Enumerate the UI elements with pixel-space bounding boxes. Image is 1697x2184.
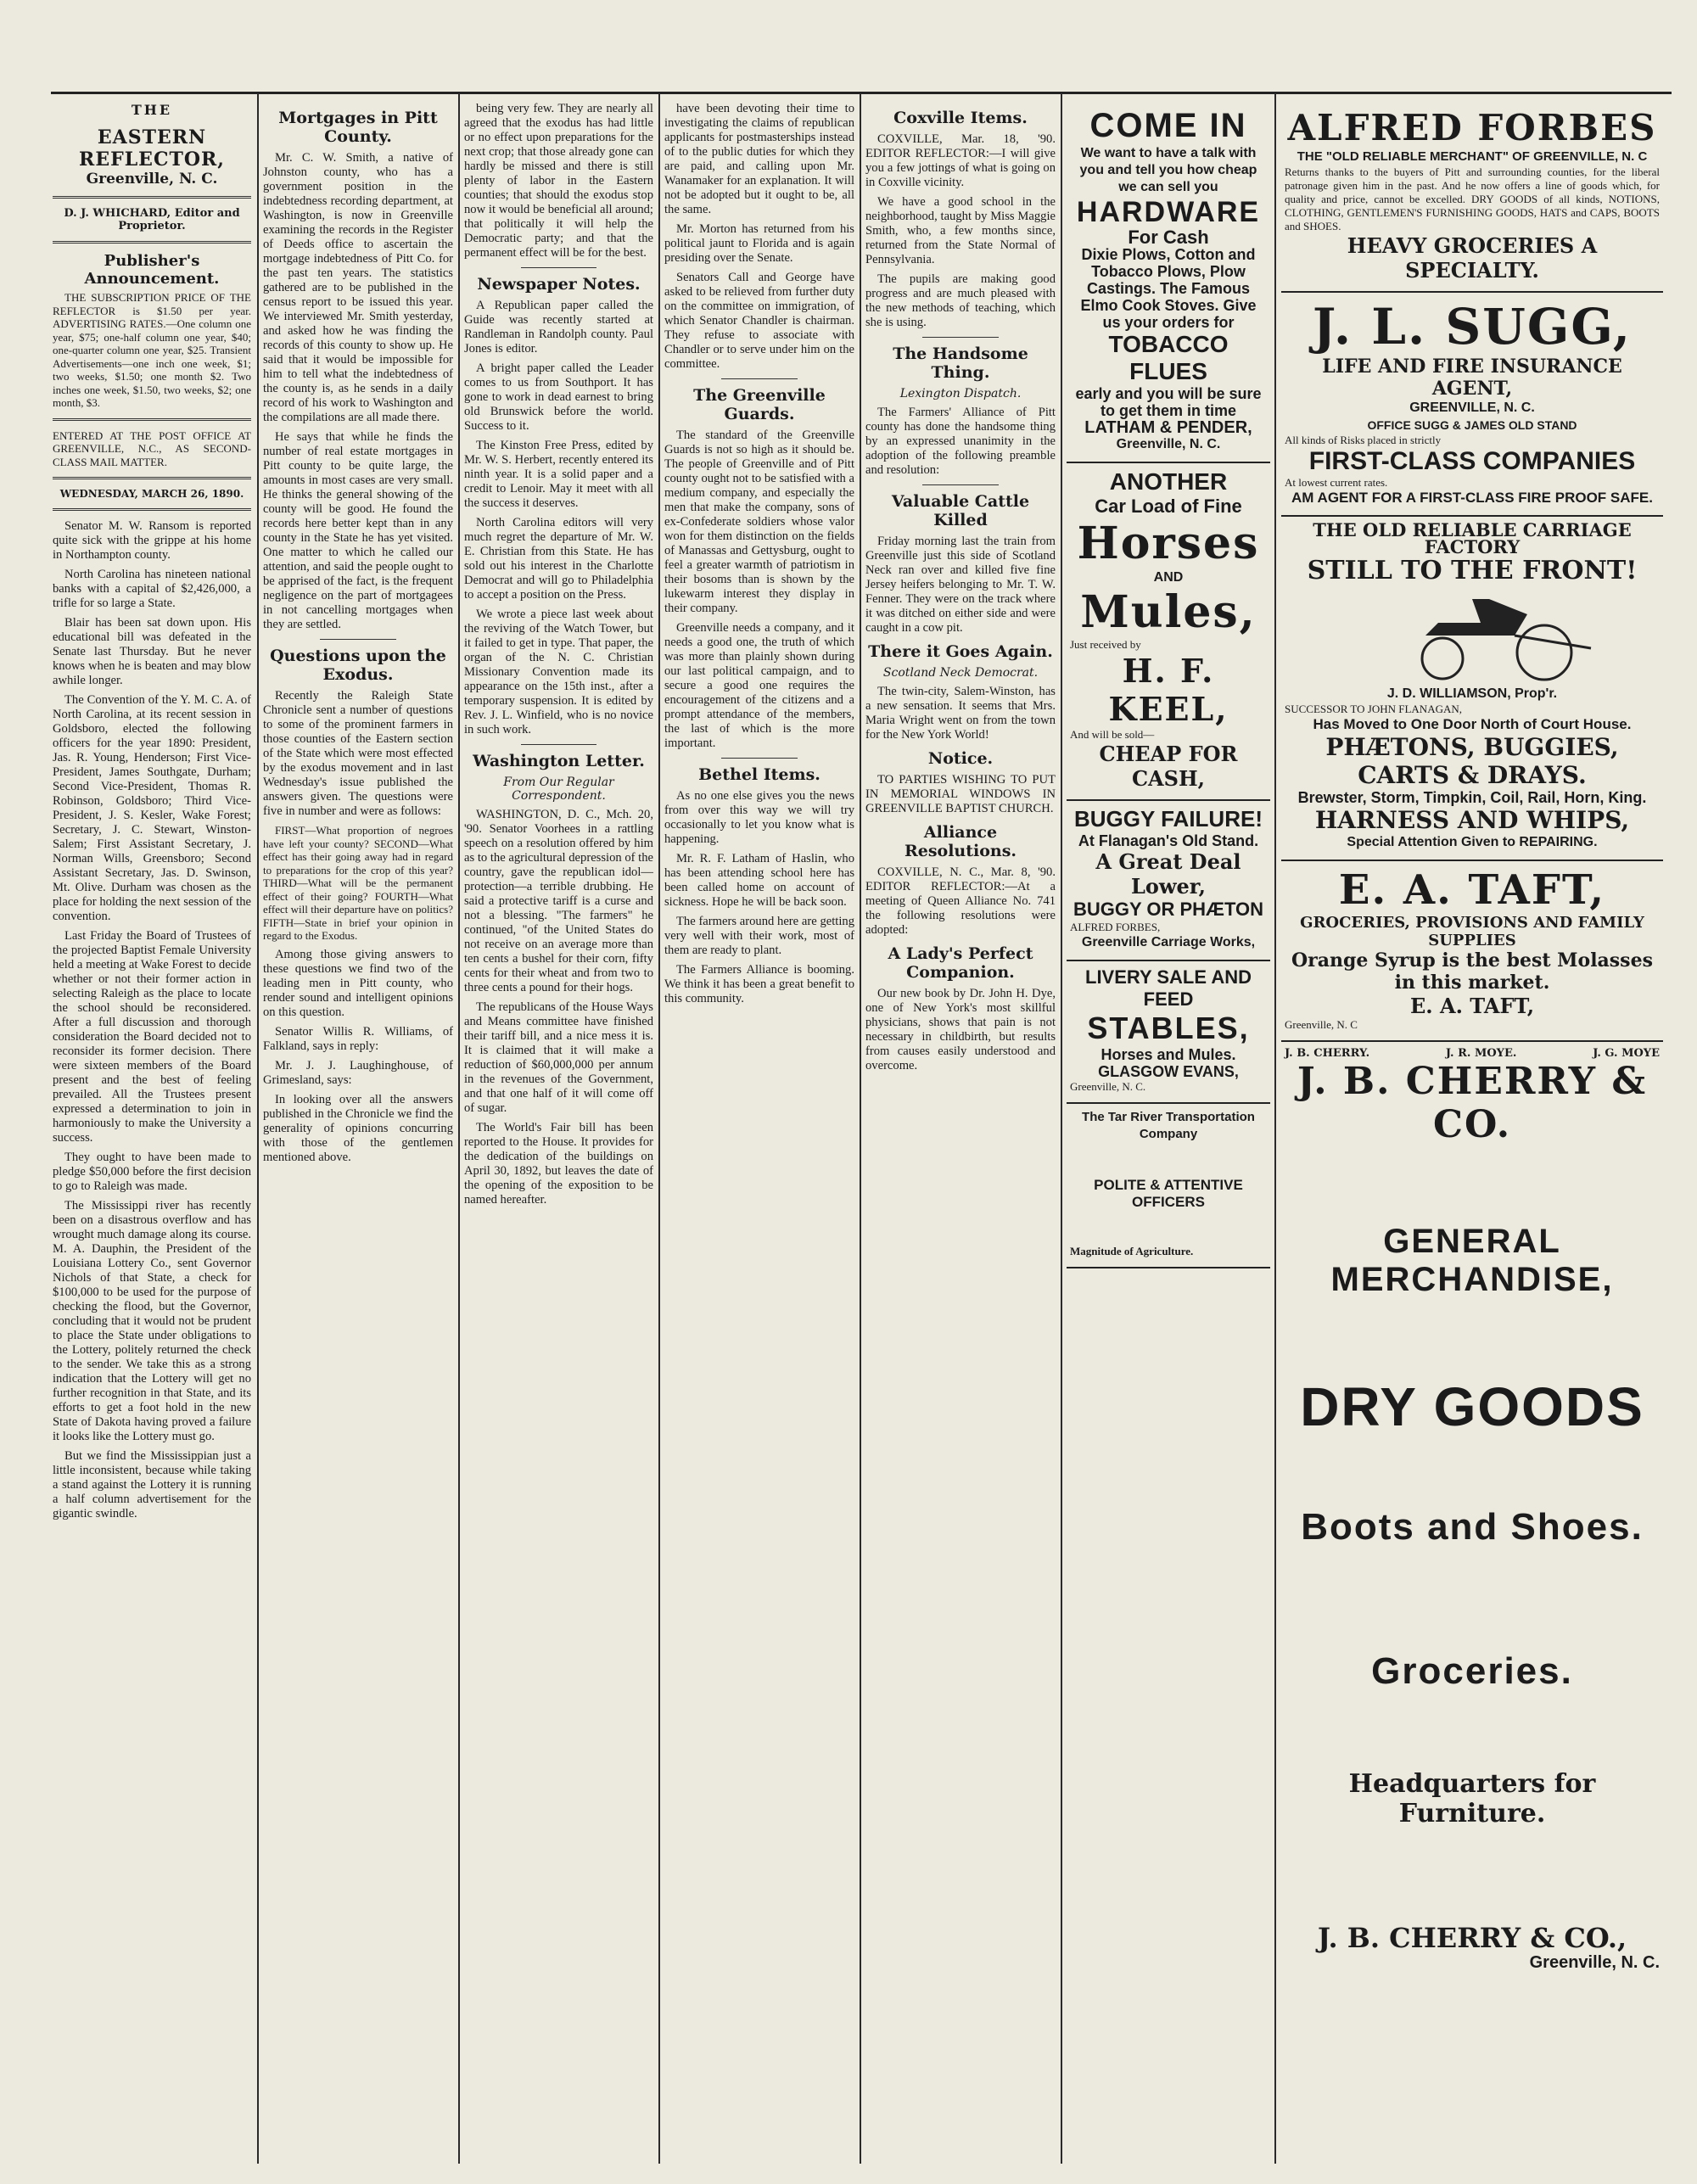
ad-subtitle: GROCERIES, PROVISIONS AND FAMILY SUPPLIES bbox=[1300, 914, 1644, 949]
article-paragraph: Mr. R. F. Latham of Haslin, who has been attending school here has been called home on account of sickness. Hope he will be back soon. bbox=[664, 852, 854, 909]
article-paragraph: We wrote a piece last week about the reviving of the Watch Tower, but it failed to get in type. That paper, the organ of the N. C. Christian Missionary Convention made its appearance on the 15th inst., after a temporary suspension. It is edited by Rev. J. L. Winfield, who is no novice in such work. bbox=[464, 608, 653, 736]
ad-title: POLITE & ATTENTIVE OFFICERS bbox=[1094, 1177, 1243, 1210]
headline: Bethel Items. bbox=[698, 765, 820, 784]
editor-line: D. J. WHICHARD, Editor and Proprietor. bbox=[64, 207, 240, 232]
ad-text: Orange Syrup is the best Molasses in this market. bbox=[1291, 949, 1653, 994]
headline: A Lady's Perfect Companion. bbox=[888, 944, 1033, 982]
article-paragraph: Mr. C. W. Smith, a native of Johnston county, who has a government position in the indebtedness recording department, at Washington, is now in Greenville examining the records in the Register of Deeds office to ascertain the mortgage indebtedness of Pitt Co. for the past ten years. The statistics gathered are to be published in the census report to be issued this year. We interviewed Mr. Smith yesterday, and asked how he was finding the records of this county to show up. He said that it would be impossible for him to tell what the indebtedness of the county is, as he sends in a daily record of his work to Washington and the compilations are all made there. bbox=[263, 151, 453, 424]
ad-text: At Flanagan's Old Stand. bbox=[1078, 832, 1259, 849]
partner-name: J. B. CHERRY. bbox=[1285, 1047, 1370, 1060]
separator bbox=[521, 267, 596, 268]
separator bbox=[53, 196, 251, 199]
masthead-title: EASTERN REFLECTOR, bbox=[79, 126, 225, 171]
headline: The Handsome Thing. bbox=[893, 344, 1028, 382]
article-paragraph: North Carolina editors will very much regret the departure of Mr. W. E. Christian from this State. He has sold out his interest in the Charlotte Democrat and will go to Philadelphia to accept a position on the Press. bbox=[464, 516, 653, 602]
ad-title: Groceries. bbox=[1371, 1650, 1573, 1692]
subheadline: From Our Regular Correspondent. bbox=[503, 776, 614, 803]
hardware-ad bbox=[1067, 102, 1270, 463]
ad-title: BUGGY FAILURE! bbox=[1074, 806, 1263, 832]
ad-subtitle: LIFE AND FIRE INSURANCE AGENT, bbox=[1322, 356, 1622, 400]
separator bbox=[922, 484, 999, 485]
masthead-the: THE bbox=[131, 102, 173, 118]
ad-text: SUCCESSOR TO JOHN FLANAGAN, bbox=[1285, 703, 1463, 715]
partner-name: J. R. MOYE. bbox=[1445, 1047, 1517, 1060]
ad-title: HARNESS AND WHIPS, bbox=[1314, 806, 1630, 834]
article-paragraph: But we find the Mississippian just a little inconsistent, because while taking a stand against the Lottery it is running a half column advertisement for the gigantic swindle. bbox=[53, 1449, 251, 1520]
ad-sign: LATHAM & PENDER, bbox=[1084, 418, 1252, 437]
ad-subtitle: THE "OLD RELIABLE MERCHANT" OF GREENVILLE, N. C bbox=[1297, 149, 1648, 164]
article-paragraph: Greenville needs a company, and it needs a good one, the truth of which was more than plainly shown during our last political campaign, and to secure a good one requires the encouragement of the citizens and a prompt attendance of the members, the last of which is the more important. bbox=[664, 621, 854, 750]
column-7-ads bbox=[1281, 102, 1663, 1980]
ad-title: TOBACCO FLUES bbox=[1108, 331, 1229, 384]
ad-sign: J. D. WILLIAMSON, Prop'r. bbox=[1386, 686, 1558, 701]
ad-text: We want to have a talk with you and tell you how cheap we can sell you bbox=[1079, 146, 1257, 194]
article-paragraph: The World's Fair bill has been reported to the House. It provides for the dedication of the buildings on April 30, 1892, but leaves the date of the opening of the exposition to be named hereafter. bbox=[464, 1121, 653, 1207]
subheadline: Lexington Dispatch. bbox=[899, 387, 1022, 400]
separator bbox=[53, 241, 251, 244]
article-paragraph: Friday morning last the train from Greenville just this side of Scotland Neck ran over and killed five fine Jersey heifers belonging to Mr. T. W. Fenner. They were on the track where it was ditched on either side and were caught in a cow pit. bbox=[865, 535, 1056, 635]
ad-text: Magnitude of Agriculture. bbox=[1070, 1245, 1194, 1257]
article-paragraph: A bright paper called the Leader comes to us from Southport. It has gone to work in dead earnest to bring old Brunswick before the world. Success to it. bbox=[464, 361, 653, 433]
ad-sign: H. F. KEEL, bbox=[1108, 652, 1229, 728]
ad-sign: GLASGOW EVANS, bbox=[1098, 1063, 1239, 1080]
ad-sign: E. A. TAFT, bbox=[1409, 994, 1535, 1018]
ad-place: Greenville, N. C. bbox=[1070, 1080, 1146, 1093]
column-divider bbox=[658, 93, 660, 2164]
separator bbox=[521, 744, 596, 745]
article-paragraph: North Carolina has nineteen national banks with a capital of $2,426,000, a trifle for so large a State. bbox=[53, 568, 251, 610]
article-paragraph: Mr. J. J. Laughinghouse, of Grimesland, says: bbox=[263, 1058, 453, 1087]
column-2 bbox=[263, 102, 453, 1170]
column-divider bbox=[1274, 93, 1276, 2164]
article-paragraph: In looking over all the answers published in the Chronicle we find the generality of opinions concurring with those of the gentlemen mentioned above. bbox=[263, 1092, 453, 1164]
ad-text: Horses and Mules. bbox=[1101, 1046, 1236, 1063]
article-paragraph: The twin-city, Salem-Winston, has a new sensation. It seems that Mrs. Maria Wright went on from the town for the New York World! bbox=[865, 685, 1056, 742]
article-paragraph: The Farmers Alliance is booming. We think it has been a great benefit to this community. bbox=[664, 963, 854, 1005]
ad-sign: J. B. CHERRY & CO., bbox=[1317, 1922, 1627, 1954]
separator bbox=[53, 418, 251, 421]
partner-name: J. G. MOYE bbox=[1593, 1047, 1660, 1060]
transport-ad bbox=[1067, 1104, 1270, 1268]
separator bbox=[922, 337, 999, 338]
separator bbox=[53, 508, 251, 511]
headline: The Greenville Guards. bbox=[693, 386, 826, 423]
partner-names bbox=[1285, 1047, 1660, 1060]
column-divider bbox=[458, 93, 460, 2164]
article-paragraph: The Farmers' Alliance of Pitt county has done the handsome thing by an expressed unanimity in the adoption of the following preamble and resolution: bbox=[865, 406, 1056, 477]
ad-text: AM AGENT FOR A FIRST-CLASS FIRE PROOF SAFE. bbox=[1291, 490, 1653, 506]
headline: Questions upon the Exodus. bbox=[270, 647, 446, 684]
ad-title: FIRST-CLASS COMPANIES bbox=[1308, 447, 1636, 475]
masthead-place: Greenville, N. C. bbox=[86, 171, 218, 188]
ad-title: DRY GOODS bbox=[1300, 1376, 1644, 1437]
ad-title: GENERAL MERCHANDISE, bbox=[1330, 1223, 1614, 1298]
ad-text: early and you will be sure to get them in time bbox=[1075, 385, 1262, 419]
column-3 bbox=[464, 102, 653, 1212]
ad-title: The Tar River Transportation Company bbox=[1082, 1110, 1255, 1141]
livery-ad bbox=[1067, 961, 1270, 1104]
separator bbox=[320, 639, 396, 640]
ad-text: Just received by bbox=[1070, 638, 1141, 651]
ad-title: LIVERY SALE AND FEED bbox=[1085, 966, 1252, 1010]
ad-text: All kinds of Risks placed in strictly bbox=[1285, 434, 1442, 446]
ad-title: COME IN bbox=[1089, 107, 1247, 144]
ad-title: HEAVY GROCERIES A SPECIALTY. bbox=[1347, 233, 1598, 283]
ad-text: Greenville Carriage Works, bbox=[1081, 935, 1256, 949]
ad-title: CHEAP FOR CASH, bbox=[1099, 742, 1238, 791]
column-1 bbox=[53, 102, 251, 1526]
ad-text: For Cash bbox=[1128, 227, 1209, 248]
article-paragraph: They ought to have been made to pledge $50,000 before the first decision to go to Raleigh was made. bbox=[53, 1151, 251, 1193]
column-6-ads bbox=[1067, 102, 1270, 1268]
article-paragraph: The Convention of the Y. M. C. A. of North Carolina, at its recent session in Goldsboro, elected the following officers for the year 1890: President, Jas. R. Young, Henderson; First Vice-President, James Southgate, Durham; Second Vice-President, Thomas R. Robinson, Goldsboro; Third Vice-President, J. S. Kesler, Wake Forest; Secretary, J. C. Stewart, Winston-Salem; First Assistant Secretary, J. Norman Wills, Greensboro; Second Assistant Secretary, Jas. D. Swinson, Mt. Olive. Durham was chosen as the place for holding the next session of the convention. bbox=[53, 693, 251, 923]
ad-text: At lowest current rates. bbox=[1285, 476, 1388, 489]
headline: Valuable Cattle Killed bbox=[891, 492, 1030, 529]
article-paragraph: Senators Call and George have asked to be relieved from further duty on the committee on immigration, of which Senator Chandler is chairman. They refuse to associate with Chandler or to serve under him on the committee. bbox=[664, 271, 854, 371]
article-paragraph: Our new book by Dr. John H. Dye, one of New York's most skillful physicians, shows that pain is not necessary in childbirth, but results from causes easily understood and overcome. bbox=[865, 987, 1056, 1072]
ad-place: Greenville, N. C bbox=[1285, 1018, 1358, 1031]
ad-title: A Great Deal Lower, bbox=[1095, 849, 1241, 899]
publisher-announcement-title: Publisher's Announcement. bbox=[84, 252, 220, 288]
sugg-ad bbox=[1281, 293, 1663, 517]
ad-text: Brewster, Storm, Timpkin, Coil, Rail, Horn, King. bbox=[1297, 789, 1647, 806]
headline: There it Goes Again. bbox=[868, 642, 1053, 661]
ad-title: Headquarters for Furniture. bbox=[1348, 1769, 1596, 1828]
issue-date: WEDNESDAY, MARCH 26, 1890. bbox=[59, 488, 244, 500]
article-paragraph: He says that while he finds the number of real estate mortgages in Pitt county to be quite large, the amounts in most cases are very small. He thinks the general showing of the county will be good. He found the records here better kept than in any county in the State he has yet visited. One matter to which he called our attention, and said the people ought to be apprised of the fact, is the frequent negligence on the part of mortgagees in not cancelling mortgages when they are settled. bbox=[263, 430, 453, 631]
ad-title: Horses bbox=[1077, 518, 1260, 569]
article-paragraph: The republicans of the House Ways and Means committee have finished their tariff bill, and a nice mess it is. It is claimed that it will make a reduction of $60,000,000 per annum in the revenues of the Government, and that one half of it will come off of sugar. bbox=[464, 1000, 653, 1115]
headline: Coxville Items. bbox=[893, 109, 1028, 127]
ad-text: Has Moved to One Door North of Court House. bbox=[1313, 716, 1632, 732]
ad-text: Special Attention Given to REPAIRING. bbox=[1347, 835, 1598, 849]
headline: Mortgages in Pitt County. bbox=[278, 109, 438, 146]
headline: Alliance Resolutions. bbox=[904, 823, 1017, 860]
article-paragraph: TO PARTIES WISHING TO PUT IN MEMORIAL WINDOWS IN GREENVILLE BAPTIST CHURCH. bbox=[865, 773, 1056, 815]
column-divider bbox=[1061, 93, 1062, 2164]
forbes-ad bbox=[1281, 102, 1663, 293]
column-5 bbox=[865, 102, 1056, 1078]
carriage-factory-ad bbox=[1281, 517, 1663, 861]
ad-text: And will be sold— bbox=[1070, 728, 1155, 741]
article-paragraph: Senator M. W. Ransom is reported quite sick with the grippe at his home in Northampton county. bbox=[53, 519, 251, 562]
ad-place: Greenville, N. C. bbox=[1529, 1953, 1660, 1972]
separator bbox=[53, 477, 251, 479]
article-paragraph: We have a good school in the neighborhood, taught by Miss Maggie Smith, who, a few months since, returned from the State Normal of Pennsylvania. bbox=[865, 195, 1056, 266]
ad-text: Dixie Plows, Cotton and Tobacco Plows, Plow Castings. The Famous Elmo Cook Stoves. Give us your orders for bbox=[1080, 246, 1257, 331]
ad-place: GREENVILLE, N. C. bbox=[1409, 400, 1535, 415]
article-paragraph: Blair has been sat down upon. His educational bill was defeated in the Senate last Thursday. But he never knows when he is beaten and may blow awhile longer. bbox=[53, 616, 251, 687]
article-paragraph: The standard of the Greenville Guards is not so high as it should be. The people of Greenville and of Pitt county ought not to be satisfied with a medium company, and especially the men that make the company, sons of ex-Confederate soldiers whose valor won for them distinction on the fields of Manassas and Gettysburg, ought to feel a greater warmth of patriotism in their bosoms than is shown by the lukewarm interest they display in their company. bbox=[664, 428, 854, 615]
ad-title: Boots and Shoes. bbox=[1301, 1506, 1644, 1548]
subheadline: Scotland Neck Democrat. bbox=[882, 666, 1039, 680]
ad-place: Greenville, N. C. bbox=[1116, 437, 1221, 451]
article-paragraph: The Kinston Free Press, edited by Mr. W. S. Herbert, recently entered its ninth year. It is a solid paper and a credit to Lenoir. May it meet with all the success it deserves. bbox=[464, 439, 653, 510]
ad-title: J. B. CHERRY & CO. bbox=[1297, 1060, 1648, 1146]
ad-title: THE OLD RELIABLE CARRIAGE FACTORY bbox=[1313, 519, 1632, 557]
article-paragraph: As no one else gives you the news from over this way we will try occasionally to let you know what is happening. bbox=[664, 789, 854, 846]
article-paragraph: Among those giving answers to these questions we find two of the leading men in Pitt county, who render sound and intelligent opinions on this question. bbox=[263, 947, 453, 1019]
ad-text: AND bbox=[1153, 570, 1184, 585]
headline: Notice. bbox=[927, 749, 994, 768]
taft-ad bbox=[1281, 861, 1663, 1042]
ad-text: Returns thanks to the buyers of Pitt and surrounding counties, for the liberal patronage given him in the past. And he now offers a line of goods which, for quality and price, cannot be excelled. DRY GOODS of all kinds, NOTIONS, CLOTHING, GENTLEMEN'S FURNISHING GOODS, HATS and CAPS, BOOTS and SHOES. bbox=[1285, 165, 1660, 232]
ad-text: OFFICE SUGG & JAMES OLD STAND bbox=[1367, 418, 1577, 432]
article-paragraph: The farmers around here are getting very well with their work, most of them are ready to plant. bbox=[664, 915, 854, 957]
cherry-ad bbox=[1281, 1042, 1663, 1980]
headline: Washington Letter. bbox=[473, 752, 645, 770]
article-paragraph: COXVILLE, Mar. 18, '90. EDITOR REFLECTOR:—I will give you a few jottings of what is going on in Coxville vicinity. bbox=[865, 132, 1056, 189]
ad-title: HARDWARE bbox=[1076, 196, 1261, 228]
article-paragraph: The pupils are making good progress and are much pleased with the new methods of teaching, which she is using. bbox=[865, 272, 1056, 329]
article-paragraph: A Republican paper called the Guide was recently started at Randleman in Randolph county. Paul Jones is editor. bbox=[464, 299, 653, 356]
article-paragraph: Mr. Morton has returned from his political jaunt to Florida and is again presiding over the Senate. bbox=[664, 222, 854, 265]
ad-title: E. A. TAFT, bbox=[1338, 866, 1606, 914]
buggy-illustration-icon bbox=[1345, 589, 1599, 682]
headline: Newspaper Notes. bbox=[477, 275, 641, 294]
separator bbox=[721, 758, 798, 759]
top-rule bbox=[51, 92, 1672, 94]
publisher-announcement-text: THE SUBSCRIPTION PRICE OF THE REFLECTOR is $1.50 per year. ADVERTISING RATES.—One column one year, $75; one-half column one year, $40; one-quarter column one year, $25. Transient Advertisements—one inch one week, $1; two weeks, $1.50; one month $2. Two inches one week, $1.50, two weeks, $2; one month, $3. bbox=[53, 291, 251, 409]
ad-title: BUGGY OR PHÆTON bbox=[1073, 899, 1264, 920]
article-paragraph: WASHINGTON, D. C., Mch. 20, '90. Senator Voorhees in a rattling speech on a resolution offered by him as to the agricultural depression of the country, gave the republican idol—protection—a terrible drubbing. He said a protective tariff is a curse and not a blessing. "The farmers" he continued, "of the United States do not receive on an average more than ten cents a bushel for their corn, fifty cents for their wheat and from two to three cents a pound for their hogs. bbox=[464, 808, 653, 994]
buggy-ad bbox=[1067, 801, 1270, 961]
ad-title: PHÆTONS, BUGGIES, CARTS & DRAYS. bbox=[1325, 733, 1619, 789]
article-paragraph: Recently the Raleigh State Chronicle sent a number of questions to some of the prominent farmers in those counties of the Eastern section of the State which were most effected by the exodus movement and in last Wednesday's issue published the answers given. The questions were five in number and were as follows: bbox=[263, 689, 453, 818]
separator bbox=[721, 378, 798, 379]
ad-title: ALFRED FORBES bbox=[1287, 107, 1657, 148]
article-paragraph: COXVILLE, N. C., Mar. 8, '90. EDITOR REFLECTOR:—At a meeting of Queen Alliance No. 741 the following resolutions were adopted: bbox=[865, 865, 1056, 937]
ad-title: ANOTHER bbox=[1109, 468, 1228, 495]
article-paragraph: being very few. They are nearly all agreed that the exodus has had little or no effect upon preparations for the next crop; that those already gone can hardly be missed and there is still plenty of labor in the Eastern counties; that should the exodus stop now it would be beneficial all around; that politically it will help the Democratic party; and that the permanent effect will be for the best. bbox=[464, 102, 653, 260]
entered-notice: ENTERED AT THE POST OFFICE AT GREENVILLE, N.C., AS SECOND-CLASS MAIL MATTER. bbox=[53, 428, 251, 468]
column-divider bbox=[257, 93, 259, 2164]
article-paragraph: FIRST—What proportion of negroes have left your county? SECOND—What effect has their going away had in regard to preparations for the crop of this year? THIRD—What will be the permanent effect of their going? FOURTH—What effect will their departure have on politics? FIFTH—State in brief your opinion in regard to the Exodus. bbox=[263, 824, 453, 942]
ad-sign: ALFRED FORBES, bbox=[1070, 921, 1161, 933]
article-paragraph: Senator Willis R. Williams, of Falkland, says in reply: bbox=[263, 1024, 453, 1053]
article-paragraph: Last Friday the Board of Trustees of the projected Baptist Female University held a meeting at Wake Forest to decide whether or not their former action in selecting Raleigh as the place to locate the school should be reconsidered. After a full discussion and thorough consideration the Board decided not to reconsider its former decision. There were sixteen members of the Board present and the best of feeling prevailed. All the Trustees present expressed a determination to join in harmoniously to make the University a success. bbox=[53, 929, 251, 1145]
ad-title: J. L. SUGG, bbox=[1312, 298, 1633, 356]
horses-ad bbox=[1067, 463, 1270, 801]
ad-title: Mules, bbox=[1080, 586, 1257, 638]
article-paragraph: The Mississippi river has recently been on a disastrous overflow and has wrought much damage along its course. M. A. Dauphin, the President of the Louisiana Lottery Co., sent Governor Nichols of that State, a check for $100,000 to be used for the purpose of checking the flood, but the Governor, concluding that it would not be prudent to place the State under obligations to the Lottery, politely returned the check to the sender. We take this as a strong indication that the Lottery will get no further recognition in that State, and its efforts to get a foot hold in the new State of Dakota having proved a failure it looks like the Lottery must go. bbox=[53, 1199, 251, 1443]
article-paragraph: have been devoting their time to investigating the claims of republican applicants for postmasterships instead of to the public duties for which they are paid, and calling upon Mr. Wanamaker for an explanation. It will not be adopted but it ought to be, all the same. bbox=[664, 102, 854, 216]
ad-title: STABLES, bbox=[1087, 1011, 1250, 1045]
column-4 bbox=[664, 102, 854, 1011]
column-divider bbox=[860, 93, 861, 2164]
ad-title: STILL TO THE FRONT! bbox=[1307, 556, 1638, 585]
ad-title: Car Load of Fine bbox=[1095, 496, 1242, 517]
